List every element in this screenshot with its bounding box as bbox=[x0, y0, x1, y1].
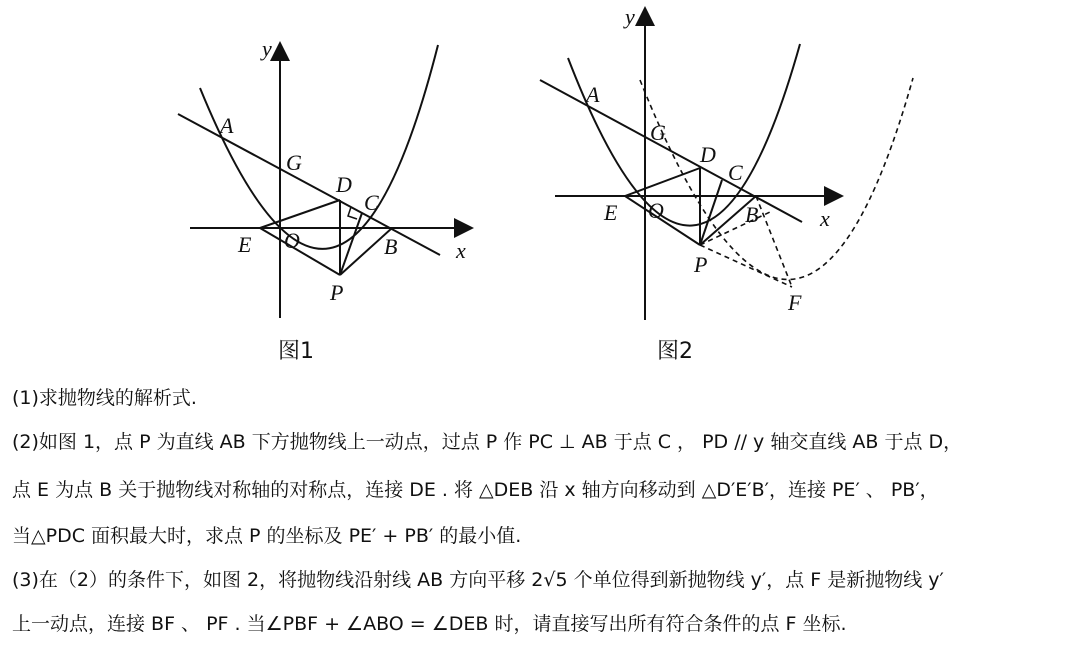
figure-2 bbox=[530, 0, 930, 330]
label-x: x bbox=[456, 238, 466, 263]
label-b: B bbox=[384, 234, 398, 259]
label-d: D bbox=[336, 172, 352, 197]
question-3-line-1: (3)在（2）的条件下，如图 2，将抛物线沿射线 AB 方向平移 2√5 个单位得到新抛物线 y′，点 F 是新抛物线 y′ bbox=[12, 569, 944, 591]
parabola bbox=[200, 45, 438, 249]
label-x: x bbox=[820, 206, 830, 231]
label-a: A bbox=[586, 82, 600, 107]
label-p: P bbox=[694, 252, 708, 277]
question-3-line-2: 上一动点，连接 BF 、 PF . 当∠PBF + ∠ABO = ∠DEB 时，请直接写出所有符合条件的点 F 坐标. bbox=[12, 613, 847, 635]
label-a: A bbox=[220, 113, 234, 138]
question-1: (1)求抛物线的解析式. bbox=[12, 387, 197, 409]
label-c: C bbox=[728, 160, 743, 185]
label-e: E bbox=[238, 232, 252, 257]
label-f: F bbox=[788, 290, 802, 315]
label-e: E bbox=[604, 200, 618, 225]
label-o: O bbox=[284, 228, 300, 253]
segment-ed bbox=[625, 168, 700, 196]
label-g: G bbox=[650, 120, 666, 145]
label-b: B bbox=[745, 202, 759, 227]
figure-1-caption: 图1 bbox=[278, 339, 314, 364]
figure-2-caption: 图2 bbox=[657, 339, 693, 364]
segment-ed bbox=[260, 200, 340, 228]
segment-ep bbox=[260, 228, 340, 275]
question-2-line-1: (2)如图 1，点 P 为直线 AB 下方抛物线上一动点，过点 P 作 PC ⊥ AB 于点 C ， PD // y 轴交直线 AB 于点 D， bbox=[12, 431, 963, 453]
label-c: C bbox=[364, 190, 379, 215]
label-d: D bbox=[700, 142, 716, 167]
figure-1 bbox=[170, 0, 480, 320]
question-2-line-2: 点 E 为点 B 关于抛物线对称轴的对称点，连接 DE . 将 △DEB 沿 x 轴方向移动到 △D′E′B′，连接 PE′ 、 PB′， bbox=[12, 479, 939, 501]
label-y: y bbox=[262, 36, 272, 61]
label-y: y bbox=[625, 4, 635, 29]
parabola bbox=[568, 44, 800, 226]
question-2-line-3: 当△PDC 面积最大时，求点 P 的坐标及 PE′ + PB′ 的最小值. bbox=[12, 525, 522, 547]
line-ab bbox=[178, 114, 440, 255]
segment-pf bbox=[700, 245, 792, 287]
label-o: O bbox=[648, 198, 664, 223]
label-g: G bbox=[286, 150, 302, 175]
label-p: P bbox=[330, 280, 344, 305]
